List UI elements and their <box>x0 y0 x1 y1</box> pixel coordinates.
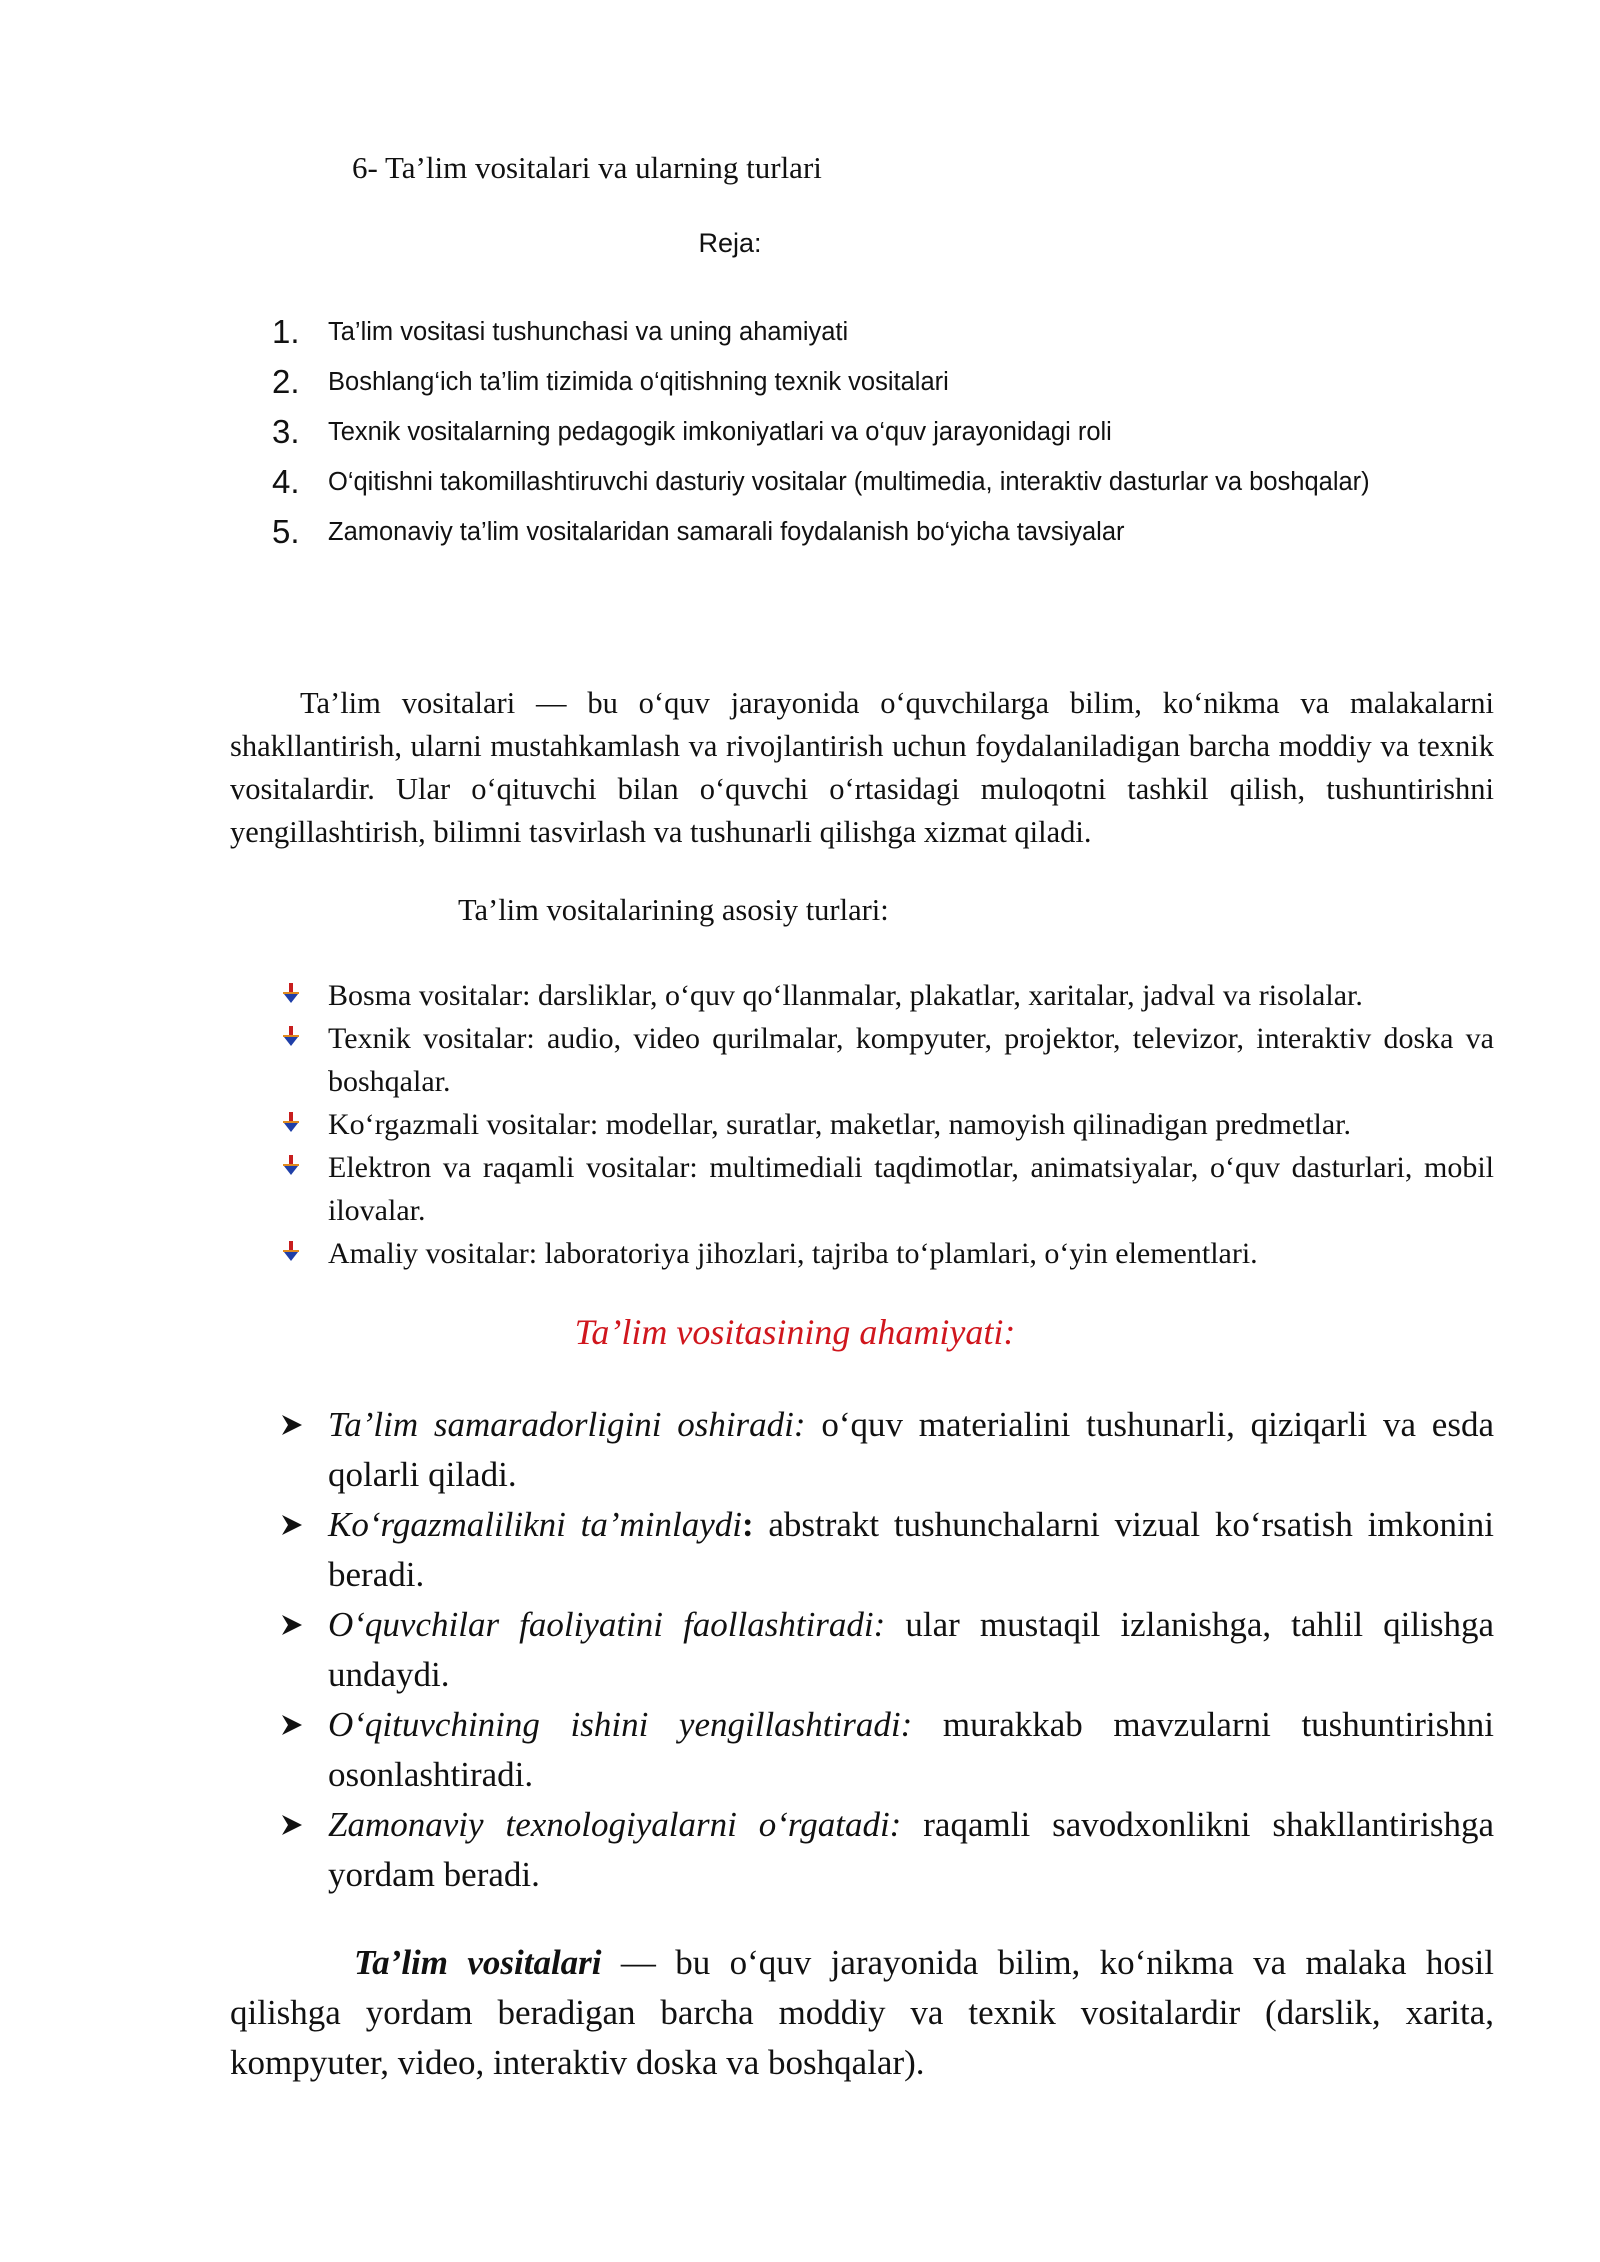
plan-item-number: 4. <box>272 463 300 500</box>
closing-paragraph <box>230 1938 1494 2088</box>
plan-item-text: Ta’lim vositasi tushunchasi va uning ahamiyati <box>328 317 849 346</box>
types-list-item <box>280 1146 1494 1232</box>
right-arrowhead-bullet-icon <box>280 1813 304 1837</box>
importance-list-item <box>280 1600 1494 1700</box>
importance-list-item <box>280 1500 1494 1600</box>
types-list-item-text: Elektron va raqamli vositalar: multimediali taqdimotlar, animatsiyalar, o‘quv dasturlari, mobil ilovalar. <box>328 1151 1494 1227</box>
plan-item-text: O‘qitishni takomillashtiruvchi dasturiy vositalar (multimedia, interaktiv dasturlar va boshqalar) <box>328 467 1370 496</box>
down-arrow-bullet-icon <box>280 1111 302 1133</box>
plan-item-text: Texnik vositalarning pedagogik imkoniyatlari va o‘quv jarayonidagi roli <box>328 417 1112 446</box>
down-arrow-bullet-icon <box>280 1025 302 1047</box>
plan-item-number: 2. <box>272 363 300 400</box>
types-list-item-text: Ko‘rgazmali vositalar: modellar, suratlar, maketlar, namoyish qilinadigan predmetlar. <box>328 1108 1352 1141</box>
plan-item-number: 1. <box>272 313 300 350</box>
plan-item-number: 5. <box>272 513 300 550</box>
importance-item-text: ular mustaqil izlanishga, tahlil qilishga undaydi. <box>328 1605 1494 1694</box>
importance-item-colon: : <box>741 1505 754 1544</box>
importance-list-item <box>280 1700 1494 1800</box>
closing-paragraph-lead: Ta’lim vositalari <box>354 1943 602 1982</box>
plan-item <box>272 357 1370 407</box>
plan-list <box>272 307 1370 557</box>
importance-item-lead: Ko‘rgazmalilikni ta’minlaydi <box>328 1505 742 1544</box>
importance-item-text: abstrakt tushunchalarni vizual ko‘rsatish imkonini beradi. <box>328 1505 1494 1594</box>
right-arrowhead-bullet-icon <box>280 1613 304 1637</box>
types-list-item-text: Amaliy vositalar: laboratoriya jihozlari, tajriba to‘plamlari, o‘yin elementlari. <box>328 1237 1258 1270</box>
types-list-item <box>280 1232 1494 1275</box>
importance-item-lead: O‘quvchilar faoliyatini faollashtiradi: <box>328 1605 886 1644</box>
importance-item-text: o‘quv materialini tushunarli, qiziqarli va esda qolarli qiladi. <box>328 1405 1494 1494</box>
down-arrow-bullet-icon <box>280 1154 302 1176</box>
types-list-item <box>280 1103 1494 1146</box>
closing-paragraph-text: — bu o‘quv jarayonida bilim, ko‘nikma va malaka hosil qilishga yordam beradigan barcha moddiy va texnik vositalardir (darslik, xarita, kompyuter, video, interaktiv doska va boshqalar). <box>230 1943 1494 2082</box>
right-arrowhead-bullet-icon <box>280 1513 304 1537</box>
plan-item-number: 3. <box>272 413 300 450</box>
intro-paragraph <box>230 682 1494 854</box>
plan-item-text: Zamonaviy ta’lim vositalaridan samarali foydalanish bo‘yicha tavsiyalar <box>328 517 1125 546</box>
intro-paragraph-text: Ta’lim vositalari — bu o‘quv jarayonida o‘quvchilarga bilim, ko‘nikma va malakalarni shakllantirish, ularni mustahkamlash va rivojlantirish uchun foydalaniladigan barcha moddiy va texnik vositalardir. Ular o‘qituvchi bilan o‘quvchi o‘rtasidagi muloqotni tashkil qilish, tushuntirishni yengillashtirish, bilimni tasvirlash va tushunarli qilishga xizmat qiladi. <box>230 686 1494 849</box>
plan-heading: Reja: <box>698 228 762 258</box>
importance-item-text: murakkab mavzularni tushuntirishni osonlashtiradi. <box>328 1705 1494 1794</box>
types-list <box>280 974 1494 1275</box>
down-arrow-bullet-icon <box>280 1240 302 1262</box>
types-list-item-text: Bosma vositalar: darsliklar, o‘quv qo‘llanmalar, plakatlar, xaritalar, jadval va risolalar. <box>328 979 1363 1012</box>
importance-list <box>280 1400 1494 1900</box>
plan-item <box>272 457 1370 507</box>
types-list-item-text: Texnik vositalar: audio, video qurilmalar, kompyuter, projektor, televizor, interaktiv doska va boshqalar. <box>328 1022 1494 1098</box>
importance-item-lead: Zamonaviy texnologiyalarni o‘rgatadi: <box>328 1805 902 1844</box>
importance-item-lead: Ta’lim samaradorligini oshiradi: <box>328 1405 806 1444</box>
importance-list-item <box>280 1800 1494 1900</box>
document-title: 6- Ta’lim vositalari va ularning turlari <box>352 150 822 185</box>
importance-list-item <box>280 1400 1494 1500</box>
importance-heading: Ta’lim vositasining ahamiyati: <box>574 1312 1016 1352</box>
types-heading: Ta’lim vositalarining asosiy turlari: <box>458 893 889 927</box>
types-list-item <box>280 1017 1494 1103</box>
plan-item <box>272 407 1370 457</box>
plan-item-text: Boshlang‘ich ta’lim tizimida o‘qitishning texnik vositalari <box>328 367 949 396</box>
plan-item <box>272 307 1370 357</box>
plan-item <box>272 507 1370 557</box>
importance-item-text: raqamli savodxonlikni shakllantirishga yordam beradi. <box>328 1805 1494 1894</box>
right-arrowhead-bullet-icon <box>280 1413 304 1437</box>
types-list-item <box>280 974 1494 1017</box>
importance-item-lead: O‘qituvchining ishini yengillashtiradi: <box>328 1705 913 1744</box>
down-arrow-bullet-icon <box>280 982 302 1004</box>
right-arrowhead-bullet-icon <box>280 1713 304 1737</box>
